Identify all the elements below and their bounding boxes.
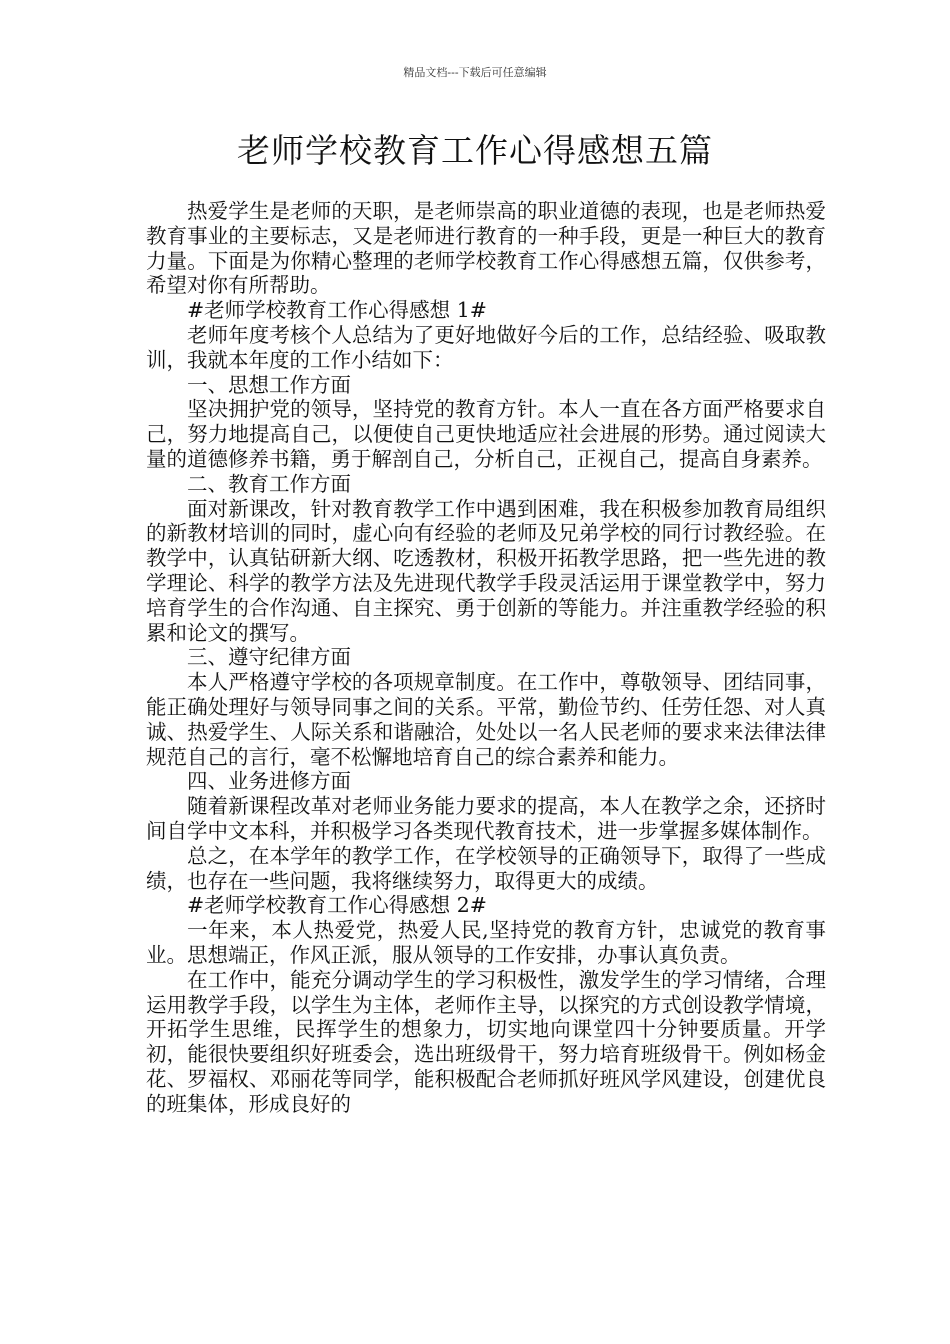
paragraph: 本人严格遵守学校的各项规章制度。在工作中，尊敬领导、团结同事，能正确处理好与领导同事之间的关系。平常，勤俭节约、任劳任怨、对人真诚、热爱学生、人际关系和谐融洽，处处以一名人民老师的要求来法律法律规范自己的言行，毫不松懈地培育自己的综合素养和能力。 [146, 670, 826, 769]
document-body [146, 199, 826, 1116]
subheading-discipline: 三、遵守纪律方面 [187, 645, 351, 670]
paragraph: 面对新课改，针对教育教学工作中遇到困难，我在积极参加教育局组织的新教材培训的同时，虚心向有经验的老师及兄弟学校的同行讨教经验。在教学中，认真钻研新大纲、吃透教材，积极开拓教学思路，把一些先进的教学理论、科学的教学方法及先进现代教学手段灵活运用于课堂教学中，努力培育学生的合作沟通、自主探究、勇于创新的等能力。并注重教学经验的积累和论文的撰写。 [146, 496, 826, 645]
paragraph: 坚决拥护党的领导，坚持党的教育方针。本人一直在各方面严格要求自己，努力地提高自己，以便使自己更快地适应社会进展的形势。通过阅读大量的道德修养书籍，勇于解剖自己，分析自己，正视自己，提高自身素养。 [146, 397, 826, 471]
subheading-study: 四、业务进修方面 [187, 769, 351, 794]
paragraph-summary: 总之，在本学年的教学工作，在学校领导的正确领导下，取得了一些成绩，也存在一些问题，我将继续努力，取得更大的成绩。 [146, 843, 826, 893]
paragraph: 在工作中，能充分调动学生的学习积极性，激发学生的学习情绪，合理运用教学手段，以学生为主体，老师作主导，以探究的方式创设教学情境，开拓学生思维，民挥学生的想象力，切实地向课堂四十分钟要质量。开学初，能很快要组织好班委会，选出班级骨干，努力培育班级骨干。例如杨金花、罗福权、邓丽花等同学，能积极配合老师抓好班风学风建设，创建优良的班集体，形成良好的 [146, 967, 826, 1116]
paragraph: 随着新课程改革对老师业务能力要求的提高，本人在教学之余，还挤时间自学中文本科，并积极学习各类现代教育技术，进一步掌握多媒体制作。 [146, 794, 826, 843]
paragraph: 老师年度考核个人总结为了更好地做好今后的工作，总结经验、吸取教训，我就本年度的工作小结如下： [146, 322, 826, 372]
paragraph: 一年来，本人热爱党，热爱人民,坚持党的教育方针，忠诚党的教育事业。思想端正，作风正派，服从领导的工作安排，办事认真负责。 [146, 918, 826, 967]
paragraph-intro: 热爱学生是老师的天职，是老师崇高的职业道德的表现，也是老师热爱教育事业的主要标志，又是老师进行教育的一种手段，更是一种巨大的教育力量。下面是为你精心整理的老师学校教育工作心得感想五篇，仅供参考，希望对你有所帮助。 [146, 199, 826, 298]
subheading-thought: 一、思想工作方面 [187, 372, 351, 397]
header-note: 精品文档---下载后可任意编辑 [403, 66, 547, 79]
section-heading-2: #老师学校教育工作心得感想 2# [187, 893, 487, 918]
section-heading-1: #老师学校教育工作心得感想 1# [187, 298, 487, 323]
subheading-education: 二、教育工作方面 [187, 471, 351, 496]
document-title: 老师学校教育工作心得感想五篇 [237, 131, 713, 170]
